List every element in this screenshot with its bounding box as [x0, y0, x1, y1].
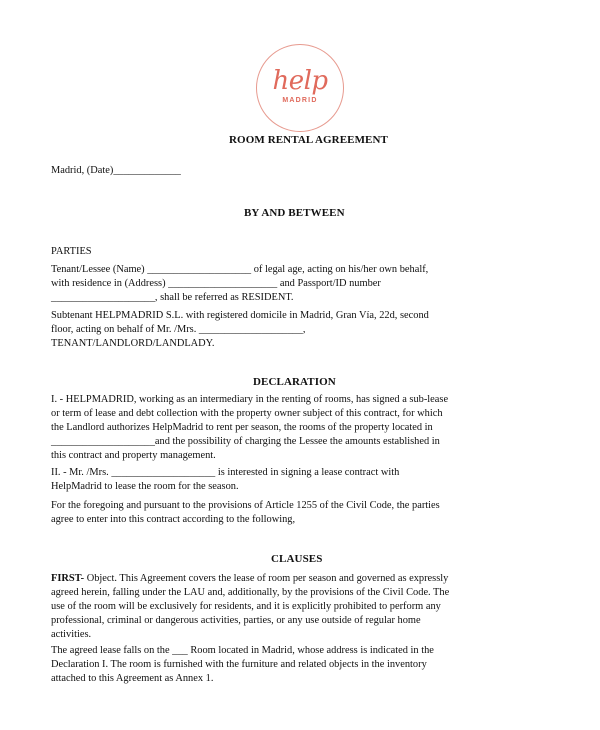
first-clause-text: Object. This Agreement covers the lease of room per season and governed as expressly	[84, 573, 449, 584]
text-line: the Landlord authorizes HelpMadrid to rent per season, the rooms of the property located in	[51, 422, 433, 433]
parties-paragraph-tenant	[51, 263, 556, 305]
logo-subtitle: MADRID	[282, 97, 318, 104]
logo-script-text: help	[272, 66, 328, 96]
text-line: For the foregoing and pursuant to the provisions of Article 1255 of the Civil Code, the parties	[51, 500, 440, 511]
text-line: The agreed lease falls on the ___ Room located in Madrid, whose address is indicated in the	[51, 645, 434, 656]
first-clause-label: FIRST-	[51, 573, 85, 584]
text-line: I. - HELPMADRID, working as an intermediary in the renting of rooms, has signed a sub-lease	[51, 394, 449, 405]
parties-paragraph-subtenant	[51, 309, 556, 351]
text-line: activities.	[51, 629, 92, 640]
text-line: agree to enter into this contract according to the following,	[51, 514, 296, 525]
text-line: Declaration I. The room is furnished with the furniture and related objects in the inventory	[51, 659, 427, 670]
declaration-paragraph-2	[51, 466, 556, 494]
text-line: HelpMadrid to lease the room for the season.	[51, 481, 239, 492]
text-line: with residence in (Address) _____________________ and Passport/ID number	[51, 278, 381, 289]
text-line: or term of lease and debt collection with the property owner subject of this contract, for which	[51, 408, 443, 419]
text-line: ____________________and the possibility of charging the Lessee the amounts established in	[51, 436, 440, 447]
lease-paragraph	[51, 644, 556, 686]
text-line: Subtenant HELPMADRID S.L. with registered domicile in Madrid, Gran Vía, 22d, second	[51, 310, 429, 321]
document-title: ROOM RENTAL AGREEMENT	[229, 134, 388, 146]
declaration-paragraph-1	[51, 393, 556, 463]
help-madrid-logo	[256, 44, 344, 132]
text-line	[51, 572, 556, 586]
first-clause-paragraph	[51, 572, 556, 642]
place-date-line: Madrid, (Date)_____________	[51, 165, 181, 176]
text-line: professional, criminal or dangerous activities, parties, or any use outside of regular home	[51, 615, 421, 626]
text-line: agreed herein, falling under the LAU and, additionally, by the provisions of the Civil Code. The	[51, 587, 450, 598]
text-line: attached to this Agreement as Annex 1.	[51, 673, 214, 684]
text-line: floor, acting on behalf of Mr. /Mrs. ____________________,	[51, 324, 306, 335]
text-line: this contract and property management.	[51, 450, 216, 461]
text-line: use of the room will be exclusively for residents, and it is explicitly prohibited to perform any	[51, 601, 441, 612]
text-line: ____________________, shall be referred as RESIDENT.	[51, 292, 294, 303]
text-line: II. - Mr. /Mrs. ____________________ is interested in signing a lease contract with	[51, 467, 400, 478]
declaration-heading: DECLARATION	[253, 376, 336, 388]
clauses-heading: CLAUSES	[271, 553, 323, 565]
text-line: TENANT/LANDLORD/LANDLADY.	[51, 338, 215, 349]
declaration-paragraph-3	[51, 499, 556, 527]
parties-heading: PARTIES	[51, 246, 92, 257]
by-and-between-heading: BY AND BETWEEN	[244, 207, 345, 219]
text-line: Tenant/Lessee (Name) ____________________ of legal age, acting on his/her own behalf,	[51, 264, 429, 275]
